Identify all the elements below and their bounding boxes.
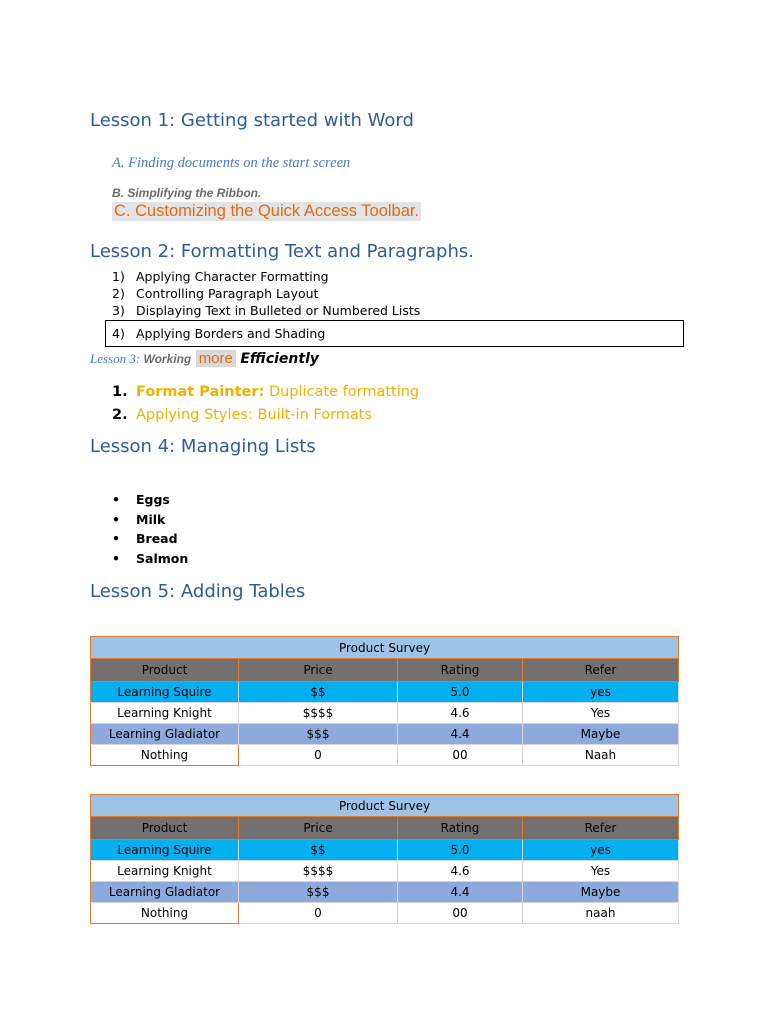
list-item[interactable]: • Bread <box>112 529 188 549</box>
table-cell[interactable]: 4.6 <box>398 861 523 882</box>
lesson1-item-c[interactable]: C. Customizing the Quick Access Toolbar. <box>114 202 420 220</box>
table-header-row <box>91 659 679 682</box>
table-cell[interactable]: $$$$ <box>239 703 398 724</box>
table-row <box>91 903 679 924</box>
list-item[interactable]: 2. Applying Styles: Built-in Formats <box>112 407 373 423</box>
list-item[interactable]: • Milk <box>112 510 188 530</box>
table-cell[interactable]: $$ <box>239 840 398 861</box>
lesson2-heading[interactable]: Lesson 2: Formatting Text and Paragraphs. <box>90 241 474 262</box>
table-row <box>91 840 679 861</box>
table-cell[interactable]: naah <box>523 903 679 924</box>
lesson1-heading[interactable]: Lesson 1: Getting started with Word <box>90 110 414 131</box>
table-row <box>91 745 679 766</box>
table-caption-row <box>91 637 679 659</box>
table-row <box>91 682 679 703</box>
table-row <box>91 861 679 882</box>
table-cell[interactable]: 00 <box>398 745 523 766</box>
list-item[interactable]: • Eggs <box>112 490 188 510</box>
table-cell[interactable]: Learning Gladiator <box>91 882 239 903</box>
header-cell[interactable]: Price <box>239 817 398 840</box>
lesson1-item-b[interactable]: B. Simplifying the Ribbon. <box>112 186 262 200</box>
table-cell[interactable]: Learning Knight <box>91 861 239 882</box>
table-cell[interactable]: Maybe <box>523 724 679 745</box>
table-cell[interactable]: $$$ <box>239 882 398 903</box>
table-cell[interactable]: Yes <box>523 861 679 882</box>
table-cell[interactable]: Learning Gladiator <box>91 724 239 745</box>
table-cell[interactable]: $$ <box>239 682 398 703</box>
lesson1-item-a[interactable]: A. Finding documents on the start screen <box>112 155 351 171</box>
bordered-list-item[interactable]: 4) Applying Borders and Shading <box>105 320 684 347</box>
lesson4-bullet-list <box>112 490 188 568</box>
table-cell[interactable]: 4.4 <box>398 724 523 745</box>
header-cell[interactable]: Refer <box>523 817 679 840</box>
table-cell[interactable]: 5.0 <box>398 682 523 703</box>
table-cell[interactable]: $$$ <box>239 724 398 745</box>
table-header-row <box>91 817 679 840</box>
header-cell[interactable]: Rating <box>398 817 523 840</box>
table-row <box>91 703 679 724</box>
table-caption-row <box>91 795 679 817</box>
bullet-icon: • <box>112 492 120 507</box>
table-cell[interactable]: 5.0 <box>398 840 523 861</box>
bullet-icon: • <box>112 550 120 566</box>
table-cell[interactable]: 4.4 <box>398 882 523 903</box>
list-item[interactable]: 2) Controlling Paragraph Layout <box>112 286 319 301</box>
header-cell[interactable]: Price <box>239 659 398 682</box>
table-cell[interactable]: 0 <box>239 745 398 766</box>
list-item[interactable]: • Salmon <box>112 549 188 569</box>
table-cell[interactable]: yes <box>523 840 679 861</box>
table-cell[interactable]: 0 <box>239 903 398 924</box>
table-cell[interactable]: Learning Squire <box>91 682 239 703</box>
header-cell[interactable]: Rating <box>398 659 523 682</box>
table-cell[interactable]: 00 <box>398 903 523 924</box>
table-cell[interactable]: 4.6 <box>398 703 523 724</box>
lesson5-heading[interactable]: Lesson 5: Adding Tables <box>90 581 306 602</box>
bullet-icon: • <box>112 531 120 547</box>
table-caption[interactable]: Product Survey <box>91 637 679 659</box>
table-cell[interactable]: Nothing <box>91 903 239 924</box>
table-cell[interactable]: Yes <box>523 703 679 724</box>
table-row <box>91 882 679 903</box>
table-caption[interactable]: Product Survey <box>91 795 679 817</box>
table-cell[interactable]: Learning Knight <box>91 703 239 724</box>
table-cell[interactable]: Naah <box>523 745 679 766</box>
table-row <box>91 724 679 745</box>
table-cell[interactable]: Nothing <box>91 745 239 766</box>
table-cell[interactable]: yes <box>523 682 679 703</box>
bullet-icon: • <box>112 511 120 527</box>
product-survey-table[interactable] <box>90 794 679 924</box>
header-cell[interactable]: Refer <box>523 659 679 682</box>
header-cell[interactable]: Product <box>91 817 239 840</box>
header-cell[interactable]: Product <box>91 659 239 682</box>
list-item[interactable]: 3) Displaying Text in Bulleted or Numbered Lists <box>112 303 421 318</box>
lesson3-numbered-list <box>112 381 419 427</box>
table-cell[interactable]: $$$$ <box>239 861 398 882</box>
table-cell[interactable]: Learning Squire <box>91 840 239 861</box>
table-cell[interactable]: Maybe <box>523 882 679 903</box>
list-item[interactable]: 1. Format Painter: Duplicate formatting <box>112 384 420 400</box>
lesson4-heading[interactable]: Lesson 4: Managing Lists <box>90 436 316 457</box>
lesson3-heading[interactable]: Lesson 3: Working more Efficiently <box>90 350 319 367</box>
product-survey-table[interactable] <box>90 636 679 766</box>
list-item[interactable]: 1) Applying Character Formatting <box>112 269 329 284</box>
lesson2-numbered-list <box>112 268 420 319</box>
